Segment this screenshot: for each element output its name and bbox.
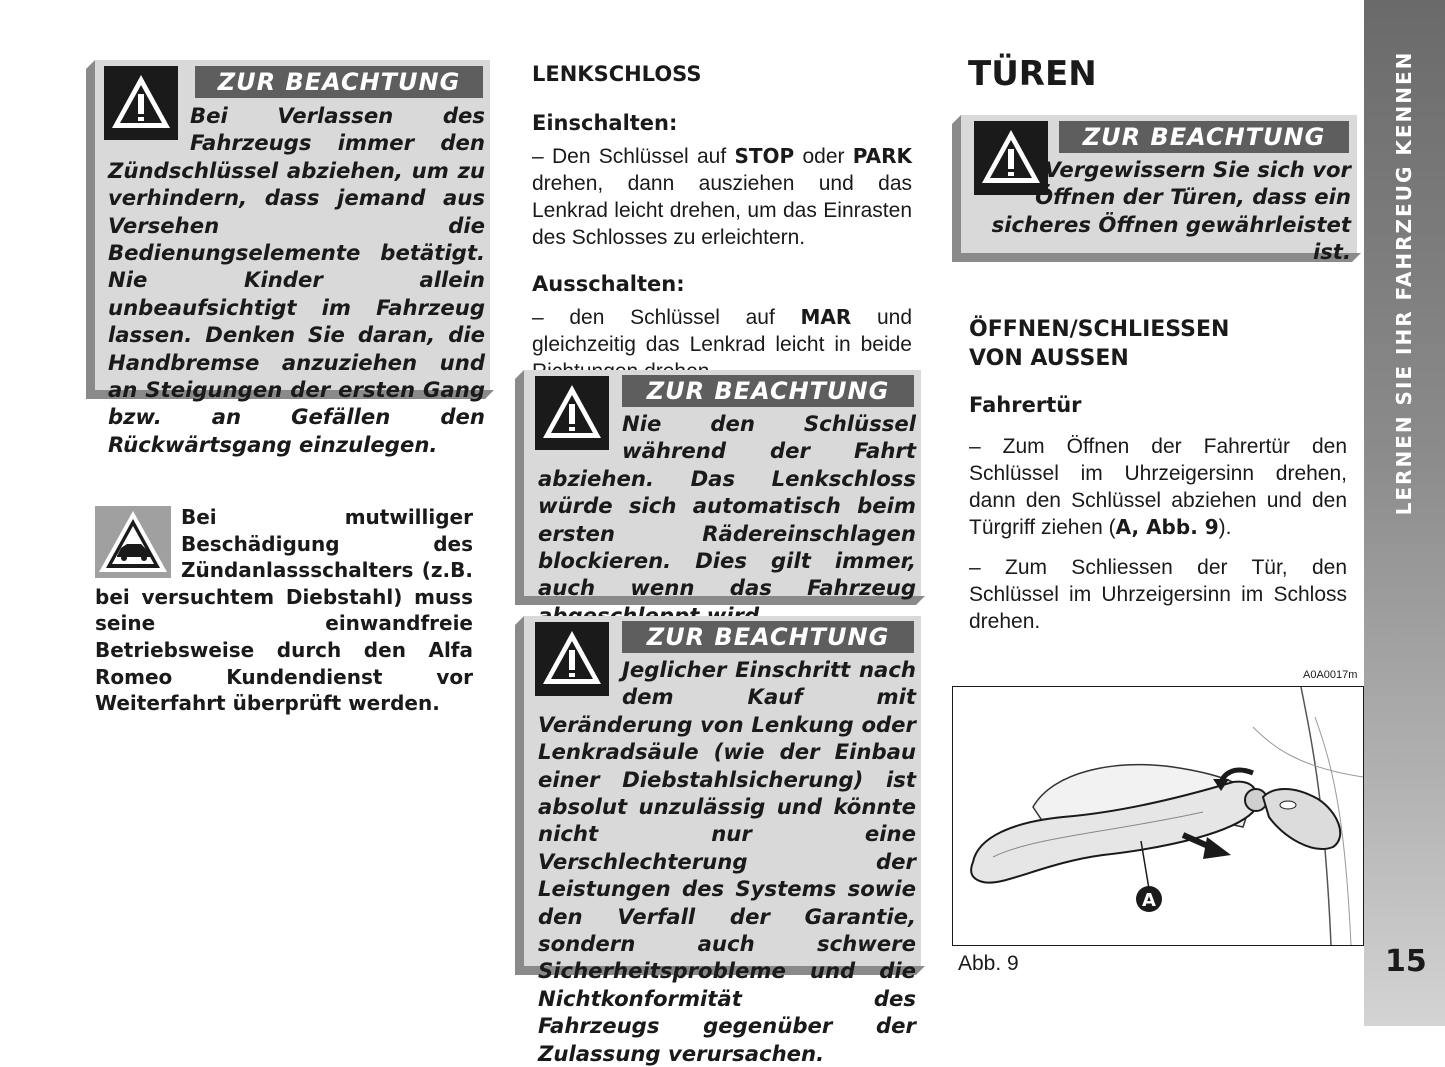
callout-a-label: A	[1142, 890, 1156, 911]
doors-title: TÜREN	[968, 54, 1097, 94]
warning-box-steering-modification	[524, 616, 921, 1066]
warning-box-doors	[961, 115, 1357, 265]
note-text: Bei mutwilliger Beschädigung des Zündanlassschalters (z.B. bei versuchtem Diebstahl) muss seine einwandfreie Betriebsweise durch den Alfa Romeo Kundendienst vor Weiterfahrt überprüft werden.	[95, 505, 473, 716]
warning-text: Bei Verlassen des Fahrzeugs immer den Zündschlüssel abziehen, um zu verhindern, dass jemand aus Versehen die Bedienungselemente betätigt. Nie Kinder allein unbeaufsichtigt im Fahrzeug lassen. Denken Sie daran, die Handbremse anzuziehen und an Steigungen der ersten Gang bzw. an Gefällen den Rückwärtsgang einzulegen.	[108, 103, 485, 457]
steering-lock-title: LENKSCHLOSS	[532, 62, 702, 86]
warning-heading: ZUR BEACHTUNG	[195, 66, 483, 98]
warning-heading: ZUR BEACHTUNG	[622, 375, 914, 407]
driver-door-close-text: – Zum Schliessen der Tür, den Schlüssel im Uhrzeigersinn im Schloss drehen.	[969, 556, 1347, 633]
switch-on-heading: Einschalten:	[532, 111, 678, 135]
driver-door-open-text: – Zum Öffnen der Fahrertür den Schlüssel im Uhrzeigersinn drehen, dann den Schlüssel abziehen und den Türgriff ziehen (A, Abb. 9).	[969, 435, 1347, 539]
switch-off-heading: Ausschalten:	[532, 272, 685, 296]
switch-on-text: – Den Schlüssel auf STOP oder PARK drehen, dann ausziehen und das Lenkrad leicht drehen, um das Einrasten des Schlosses zu erleichtern.	[532, 144, 912, 249]
warning-text: Nie den Schlüssel während der Fahrt abziehen. Das Lenkschloss würde sich automatisch beim ersten Rädereinschlagen blockieren. Dies gilt immer, auch wenn das Fahrzeug	[538, 411, 916, 601]
warning-text: Vergewissern Sie sich vor Öffnen der Türen, dass ein sicheres Öffnen gewährleistet ist.	[991, 157, 1351, 265]
warning-box-leaving-vehicle	[95, 60, 490, 457]
figure-caption: Abb. 9	[958, 952, 1019, 975]
figure-door-handle	[952, 686, 1364, 946]
switch-off-text: – den Schlüssel auf MAR und gleichzeitig das Lenkrad leicht in beide	[532, 305, 912, 356]
warning-heading: ZUR BEACHTUNG	[1059, 121, 1349, 153]
section-title: LERNEN SIE IHR FAHRZEUG KENNEN	[1392, 50, 1416, 516]
open-close-heading: ÖFFNEN/SCHLIESSEN VON AUSSEN	[969, 317, 1230, 371]
page-number: 15	[1385, 944, 1427, 979]
warning-heading: ZUR BEACHTUNG	[622, 621, 914, 653]
figure-code: A0A0017m	[1303, 669, 1358, 681]
warning-text: Jeglicher Einschritt nach dem Kauf mit Veränderung von Lenkung oder Lenkradsäule (wie der Einbau einer Diebstahlsicherung) ist absolut unzulässig und könnte nicht nur eine Verschlechterung der Leistungen des Systems sowie den Verfall der Garantie, sondern auch schwere Sicherheitsprobleme und die Nichtkonformität des Fahrzeugs gegenüber der Zulassung verursachen.	[538, 657, 916, 1066]
driver-door-heading: Fahrertür	[969, 393, 1082, 417]
warning-box-key-while-driving	[524, 370, 921, 601]
